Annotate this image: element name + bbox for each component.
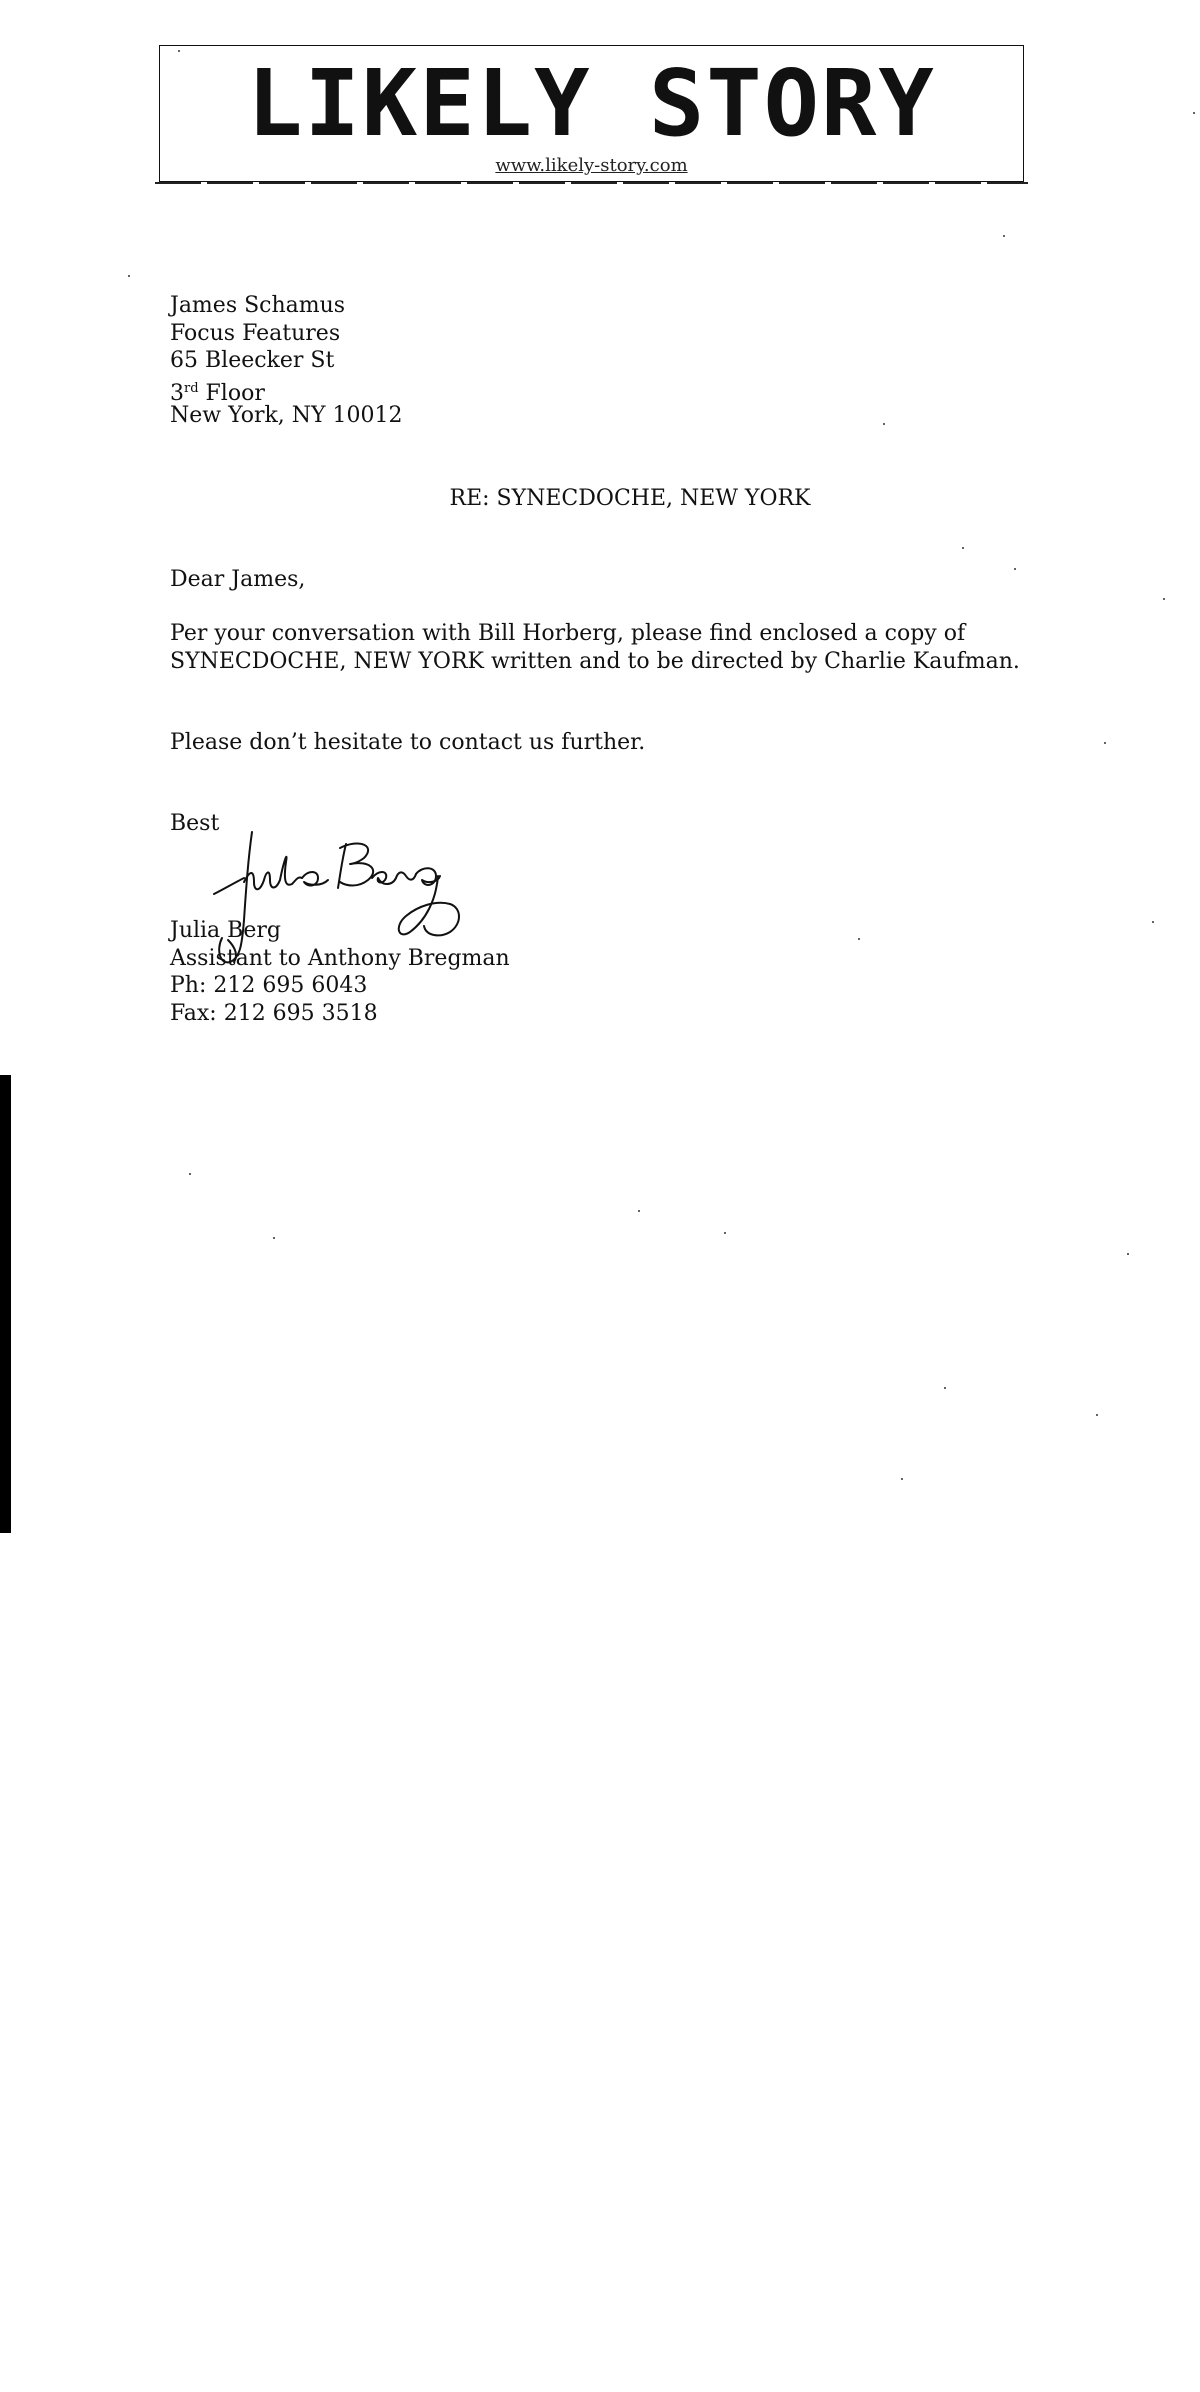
sender-title: Assistant to Anthony Bregman [170, 945, 510, 971]
sender-block [170, 917, 510, 1027]
scan-speck [638, 1210, 640, 1212]
salutation: Dear James, [170, 567, 306, 592]
letterhead-rule [155, 182, 1028, 184]
floor-suffix: rd [184, 380, 199, 396]
closing: Best [170, 811, 220, 836]
scan-edge-bar [0, 1075, 11, 1533]
scan-speck [128, 275, 130, 277]
floor-word: Floor [198, 380, 265, 406]
sender-phone: Ph: 212 695 6043 [170, 973, 368, 998]
scan-speck [962, 547, 964, 549]
company-name: LIKELY STORY [247, 50, 936, 157]
recipient-name: James Schamus [170, 293, 346, 318]
recipient-floor [170, 375, 403, 406]
scan-speck [883, 423, 885, 425]
scan-speck [944, 1387, 946, 1389]
scan-speck [1104, 742, 1106, 744]
scan-speck [858, 938, 860, 940]
body-paragraph-1 [170, 620, 1020, 675]
scan-speck [1193, 112, 1195, 114]
scan-speck [1127, 1253, 1129, 1255]
scan-speck [1014, 568, 1016, 570]
scan-speck [1003, 235, 1005, 237]
scan-speck [724, 1232, 726, 1234]
letterhead [159, 45, 1024, 182]
company-website: www.likely-story.com [495, 155, 688, 176]
recipient-city: New York, NY 10012 [170, 403, 403, 428]
scan-speck [901, 1478, 903, 1480]
floor-number: 3 [170, 380, 184, 406]
scan-speck [1163, 598, 1165, 600]
scan-speck [189, 1173, 191, 1175]
recipient-company: Focus Features [170, 320, 341, 346]
recipient-address [170, 292, 403, 430]
body-paragraph-1-line-2: SYNECDOCHE, NEW YORK written and to be directed by Charlie Kaufman. [170, 648, 1020, 674]
sender-name: Julia Berg [170, 918, 281, 943]
subject-line: RE: SYNECDOCHE, NEW YORK [449, 486, 811, 511]
scan-speck [1152, 921, 1154, 923]
body-paragraph-2: Please don’t hesitate to contact us further. [170, 730, 646, 755]
sender-fax: Fax: 212 695 3518 [170, 1000, 378, 1026]
recipient-street: 65 Bleecker St [170, 348, 335, 373]
scan-speck [1096, 1414, 1098, 1416]
body-paragraph-1-line-1: Per your conversation with Bill Horberg, please find enclosed a copy of [170, 621, 966, 646]
scan-speck [273, 1237, 275, 1239]
scan-speck [178, 50, 180, 52]
